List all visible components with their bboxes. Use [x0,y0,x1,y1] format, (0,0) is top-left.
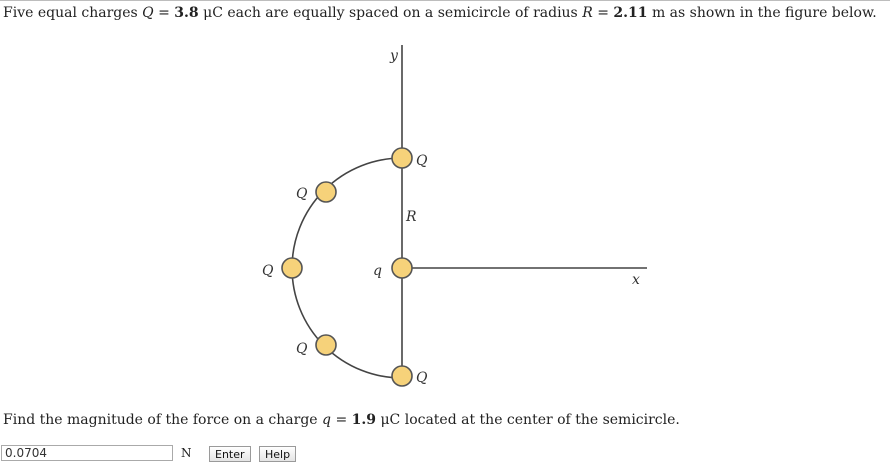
question-charge-symbol: q [322,412,331,428]
answer-input[interactable] [1,445,173,461]
problem-text-mid: each are equally spaced on a semicircle of radius [222,5,583,21]
question-charge-unit: μC [376,412,401,428]
question-equals-sign: = [331,412,352,428]
problem-text-prefix: Five equal charges [3,5,143,21]
center-charge-q [392,258,412,278]
charge-lower-left [316,335,336,355]
question-charge-value: 1.9 [351,412,376,428]
charge-upper-left [316,182,336,202]
charge-upper-left-label: Q [296,186,308,202]
y-axis-label: y [390,48,398,64]
charge-bottom-label: Q [416,370,428,386]
charge-top-label: Q [416,153,428,169]
semicircle-arc [292,158,402,378]
charge-unit: μC [198,5,223,21]
answer-unit: N [181,446,192,460]
charge-left [282,258,302,278]
charge-left-label: Q [262,263,274,279]
radius-symbol: R [582,5,593,21]
problem-text-suffix: m as shown in the figure below. [647,5,877,21]
charge-symbol: Q [142,5,154,21]
charge-top [392,148,412,168]
equals-sign: = [153,5,175,21]
question-text-suffix: located at the center of the semicircle. [400,412,680,428]
question-text-prefix: Find the magnitude of the force on a charge [3,412,323,428]
radius-label: R [406,209,417,225]
charge-value: 3.8 [174,5,199,21]
enter-button[interactable]: Enter [209,446,251,462]
x-axis-label: x [632,272,640,288]
charge-bottom [392,366,412,386]
charge-lower-left-label: Q [296,341,308,357]
question-text [3,412,680,428]
help-button[interactable]: Help [259,446,296,462]
center-charge-label: q [373,263,382,279]
radius-equals-sign: = [592,5,614,21]
radius-value: 2.11 [613,5,648,21]
